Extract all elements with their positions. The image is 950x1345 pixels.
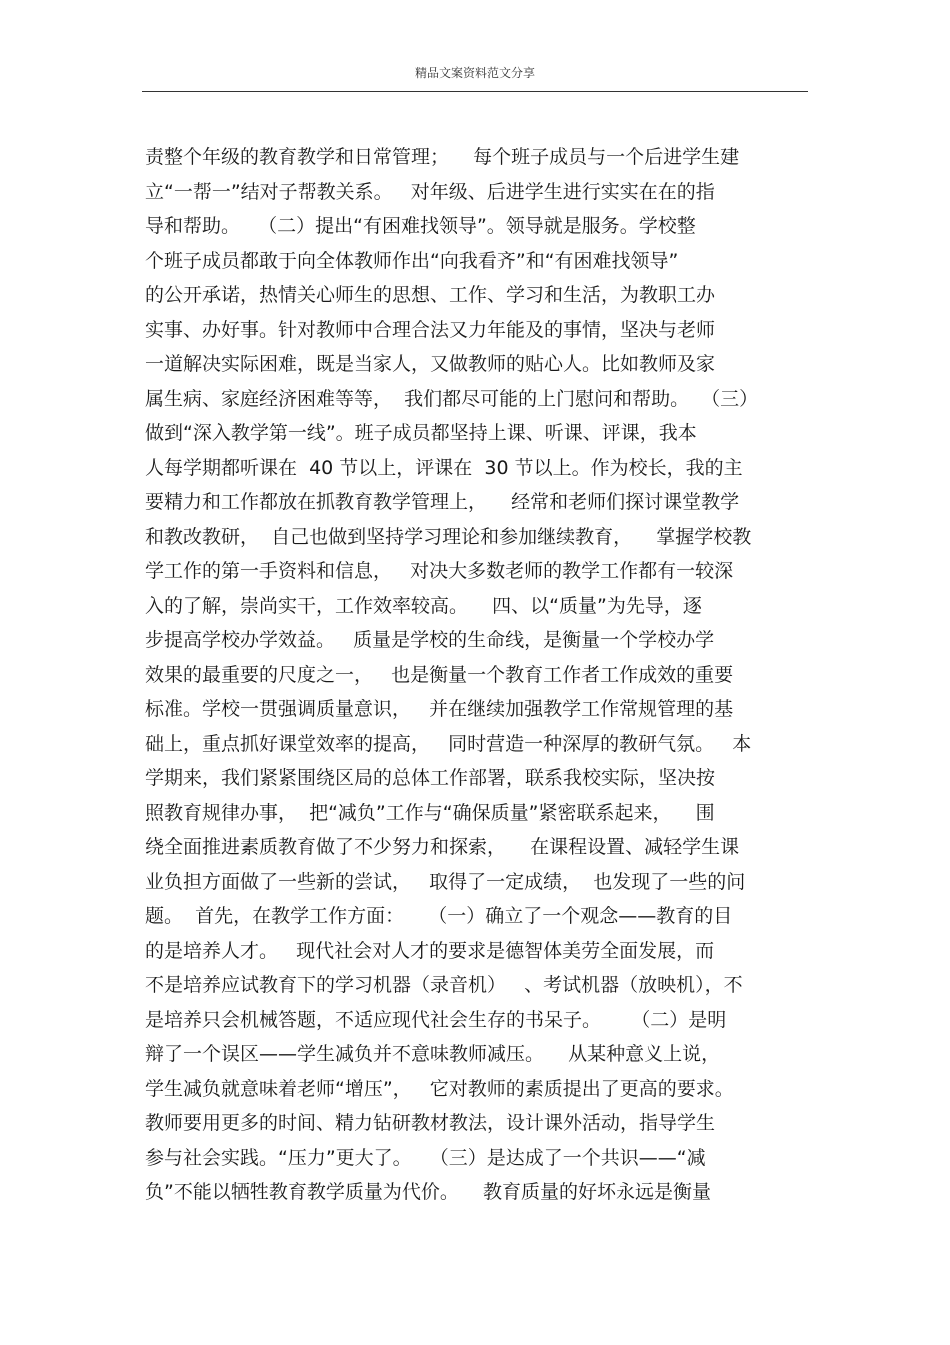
- body-line: 学工作的第一手资料和信息， 对决大多数老师的教学工作都有一较深: [145, 560, 734, 582]
- body-line: 做到“深入教学第一线”。班子成员都坚持上课、听课、评课，我本: [145, 422, 697, 444]
- page-header-title: 精品文案资料范文分享: [414, 66, 535, 80]
- body-line: 个班子成员都敢于向全体教师作出“向我看齐”和“有困难找领导”: [145, 249, 679, 272]
- body-line: 绕全面推进素质教育做了不少努力和探索， 在课程设置、减轻学生课: [145, 836, 740, 858]
- body-line: 学期来，我们紧紧围绕区局的总体工作部署，联系我校实际，坚决按: [145, 767, 716, 789]
- body-line: 效果的最重要的尺度之一， 也是衡量一个教育工作者工作成效的重要: [145, 663, 734, 686]
- body-line: 的公开承诺，热情关心师生的思想、工作、学习和生活，为教职工办: [145, 284, 716, 306]
- body-line: 立“一帮一”结对子帮教关系。 对年级、后进学生进行实实在在的指: [145, 180, 715, 203]
- document-body: [145, 140, 810, 1210]
- body-line: 标准。学校一贯强调质量意识， 并在继续加强教学工作常规管理的基: [145, 698, 734, 720]
- body-line: 要精力和工作都放在抓教育教学管理上， 经常和老师们探讨课堂教学: [145, 491, 740, 513]
- body-line: 属生病、家庭经济困难等等， 我们都尽可能的上门慰问和帮助。 （三）: [145, 387, 759, 410]
- body-line: 是培养只会机械答题，不适应现代社会生存的书呆子。 （二）是明: [145, 1008, 727, 1031]
- body-line: 础上，重点抓好课堂效率的提高， 同时营造一种深厚的教研气氛。 本: [145, 732, 752, 755]
- body-line: 辩了一个误区——学生减负并不意味教师减压。 从某种意义上说，: [145, 1043, 721, 1065]
- body-line: 和教改教研， 自己也做到坚持学习理论和参加继续教育， 掌握学校教: [145, 525, 752, 548]
- body-line: 导和帮助。 （二）提出“有困难找领导”。领导就是服务。学校整: [145, 215, 696, 237]
- header-divider: [142, 91, 808, 92]
- body-line: 照教育规律办事， 把“减负”工作与“确保质量”紧密联系起来， 围: [145, 801, 715, 824]
- body-line: 参与社会实践。“压力”更大了。 （三）是达成了一个共识——“减: [145, 1146, 706, 1169]
- body-line: 人每学期都听课在 40 节以上，评课在 30 节以上。作为校长，我的主: [145, 456, 743, 479]
- body-line: 责整个年级的教育教学和日常管理； 每个班子成员与一个后进学生建: [145, 146, 740, 168]
- body-line: 不是培养应试教育下的学习机器（录音机） 、考试机器（放映机），不: [145, 974, 743, 996]
- body-line: 学生减负就意味着老师“增压”， 它对教师的素质提出了更高的要求。: [145, 1077, 734, 1100]
- body-line: 一道解决实际困难，既是当家人，又做教师的贴心人。比如教师及家: [145, 353, 716, 375]
- body-line: 题。 首先，在教学工作方面： （一）确立了一个观念——教育的目: [145, 905, 733, 927]
- body-line: 的是培养人才。 现代社会对人才的要求是德智体美劳全面发展，而: [145, 939, 715, 962]
- body-line: 业负担方面做了一些新的尝试， 取得了一定成绩， 也发现了一些的问: [145, 870, 746, 893]
- body-line: 实事、办好事。针对教师中合理合法又力年能及的事情，坚决与老师: [145, 318, 716, 341]
- body-line: 负”不能以牺牲教育教学质量为代价。 教育质量的好坏永远是衡量: [145, 1181, 712, 1203]
- body-line: 教师要用更多的时间、精力钻研教材教法，设计课外活动，指导学生: [145, 1112, 716, 1134]
- body-line: 步提高学校办学效益。 质量是学校的生命线，是衡量一个学校办学: [145, 629, 715, 651]
- body-line: 入的了解，崇尚实干，工作效率较高。 四、以“质量”为先导，逐: [145, 594, 702, 617]
